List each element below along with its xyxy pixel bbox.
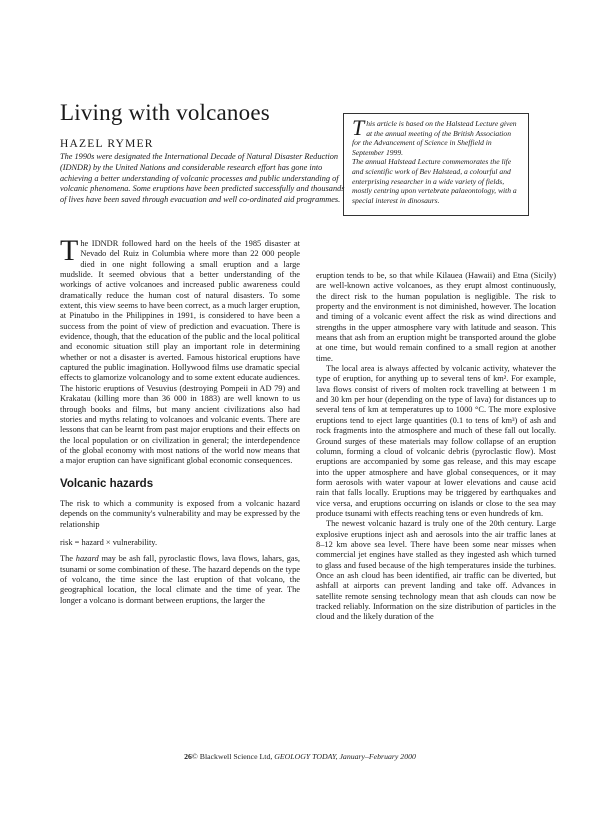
halstead-lecture-box bbox=[343, 113, 529, 216]
author-name: HAZEL RYMER bbox=[60, 138, 154, 150]
hazards-p2-text: may be ash fall, pyroclastic flows, lava flows, lahars, gas, tsunami or some combination of these. The hazard depends on the type of volcano, the time since the last eruption of that volcano, the geographical location, the local climate and the time of year. The longer a volcano is dormant between eruptions, the larger the bbox=[60, 554, 301, 605]
intro-paragraph bbox=[60, 234, 300, 467]
page-footer bbox=[0, 752, 600, 761]
left-column bbox=[60, 234, 301, 606]
article-title: Living with volcanoes bbox=[60, 100, 270, 125]
box-paragraph-1: his article is based on the Halstead Lecture given at the annual meeting of the British Association for the Advancement of Science in Sheffield in September 1999. bbox=[352, 119, 517, 157]
right-paragraph-2: The local area is always affected by volcanic activity, whatever the type of eruption, for anything up to several tens of km². For example, lava flows consist of rivers of molten rock travelling at between 1 m and 30 km per hour (depending on the type of lava) for distances up to several tens of km at temperatures up to 1000 °C. The more explosive eruptions tend to eject large quantities (0.1 to tens of km³) of ash and rock fragments into the atmosphere and much of these fall out locally. Ground surges of these materials may follow collapse of an eruption column, forming a cloud of volcanic debris (pyroclastic flow). Most eruptions are accompanied by some gas release, and this may escape into the upper atmosphere and have global consequences, or it may form aerosols with water vapour at lower elevations and cause acid rain that falls locally. Eruptions may be triggered by earthquakes and vice versa, and eruptions occurring on islands or close to the sea may produce tsunami with effects reaching tens or even hundreds of km. bbox=[316, 364, 556, 518]
hazards-paragraph-1: The risk to which a community is exposed from a volcanic hazard depends on the community's vulnerability and may be expressed by the relationship bbox=[60, 498, 300, 529]
abstract: The 1990s were designated the International Decade of Natural Disaster Reduction (IDNDR) by the United Nations and considerable research effort has gone into achieving a better understanding of volcanic processes and public understanding of volcanic phenomena. Some eruptions have been predicted successfully and thousands of lives have been saved through evacuation and well co-ordinated aid programmes. bbox=[60, 152, 345, 205]
risk-equation: risk = hazard × vulnerability. bbox=[60, 537, 158, 547]
hazards-paragraph-2 bbox=[60, 554, 300, 606]
box-drop-cap: T bbox=[352, 115, 365, 140]
page-number: 26 bbox=[184, 752, 192, 761]
body-drop-cap: T bbox=[60, 234, 79, 267]
box-paragraph-2: The annual Halstead Lecture commemorates the life and scientific work of Bev Halstead, a colourful and enterprising researcher in a wide variety of fields, mostly centring upon vertebrate palaeontology, with a special interest in dinosaurs. bbox=[352, 157, 517, 205]
intro-text: he IDNDR followed hard on the heels of the 1985 disaster at Nevado del Ruiz in Columbia where more than 22 000 people died in one night following a small eruption and a large mudslide. It seemed obvious that a better understanding of the workings of active volcanoes and increased public awareness could dramatically reduce the human cost of natural disasters. To some extent, this view seems to have been correct, as a much larger eruption, at Pinatubo in the Philippines in 1991, is considered to have been a success from the point of view of prediction and evacuation. There is evidence, though, that the education of the public and the local political and economic situation still play an important role in determining whether or not a disaster is averted. Famous historical eruptions have captured the public imagination. Hollywood films use dramatic special effects to glamorize volcanology and to some extent educate audiences. The historic eruptions of Vesuvius (destroying Pompeii in AD 79) and Krakatau (killing more than 36 000 in 1883) are well known to us through books and films, but many ancient civilizations also had stories and myths relating to volcanoes and volcanic events. There are lessons that can be learnt from past major eruptions and their effects on the local population or on civilization in general; the interdependence of the global economy with most nations of the world now means that a major eruption can have significant global economic consequences. bbox=[60, 239, 300, 466]
right-column bbox=[316, 271, 556, 623]
journal-name: GEOLOGY TODAY, January–February 2000 bbox=[274, 752, 416, 761]
section-heading-volcanic-hazards: Volcanic hazards bbox=[60, 477, 154, 490]
copyright: © Blackwell Science Ltd, bbox=[191, 752, 273, 761]
right-paragraph-1: eruption tends to be, so that while Kilauea (Hawaii) and Etna (Sicily) are well-known active volcanoes, as they erupt almost continuously, the direct risk to the human population is negligible. The risk to property and the environment is not diminished, however. The location and timing of a volcanic event affect the risk as wind directions and strengths in the upper atmosphere vary with latitude and season. This means that ash from an eruption might be transported around the globe at one time, but would remain confined to a small region at another time. bbox=[316, 271, 556, 363]
hazard-term: hazard bbox=[75, 554, 99, 564]
hazards-p2-lead: The bbox=[60, 554, 74, 564]
right-paragraph-3: The newest volcanic hazard is truly one of the 20th century. Large explosive eruptions inject ash and aerosols into the air traffic lanes at 8–12 km above sea level. There have been some near misses when commercial jet engines have stalled as they ingested ash which turned to glass and fused because of the high temperatures inside the turbines. Once an ash cloud has been identified, air traffic can be diverted, but ashfall at airports can prevent landing and take off. Advances in satellite remote sensing technology mean that ash clouds can now be tracked reliably. Information on the size distribution of particles in the cloud and the likely duration of the bbox=[316, 519, 556, 622]
